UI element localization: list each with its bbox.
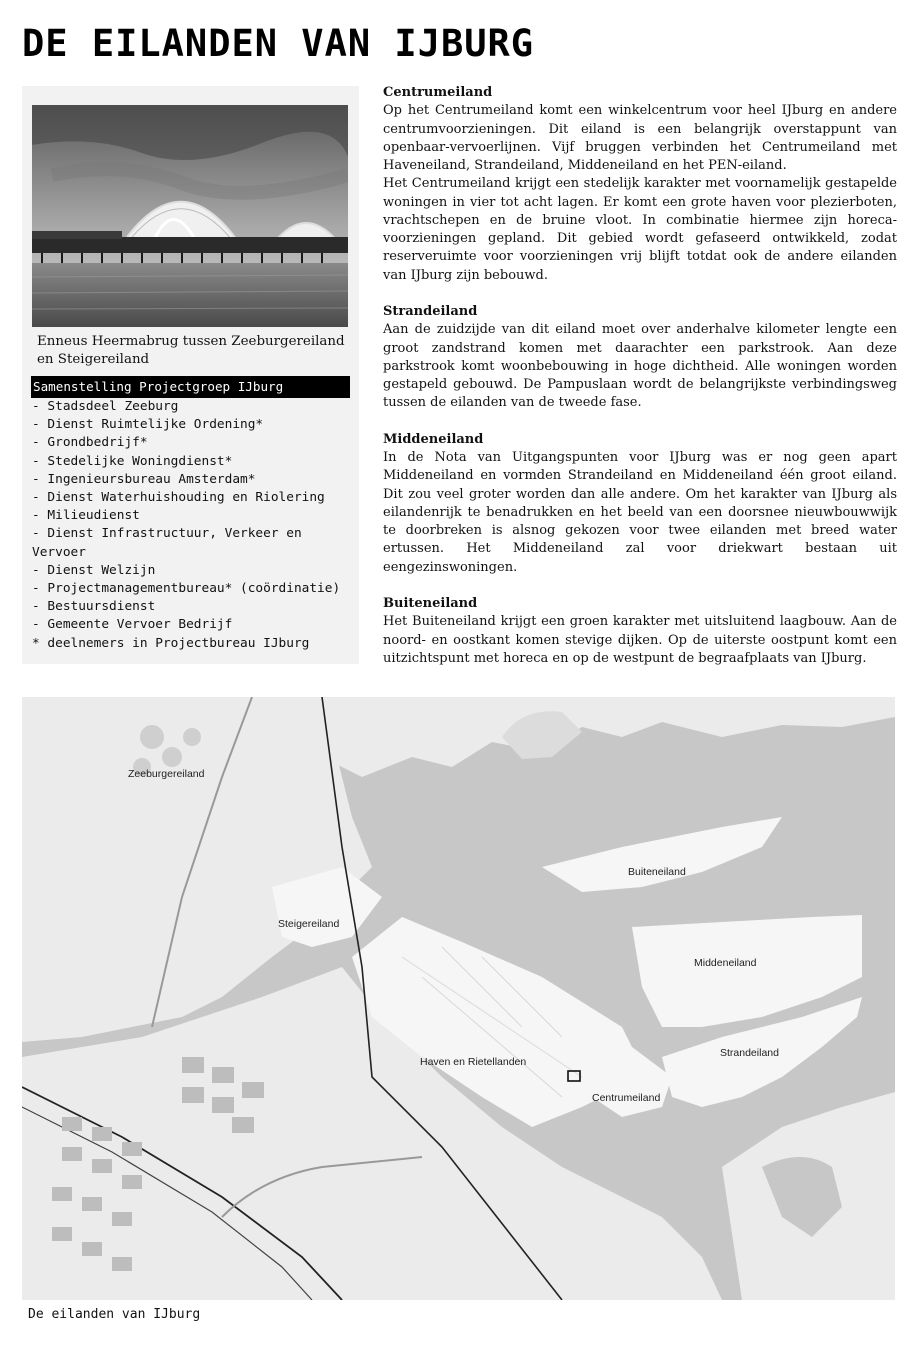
- section-strandeiland: [383, 303, 897, 413]
- list-item: - Ingenieursbureau Amsterdam*: [32, 471, 256, 487]
- map-label-centrumeiland: Centrumeiland: [592, 1092, 661, 1104]
- list-item: - Grondbedrijf*: [32, 435, 148, 451]
- ijburg-map: [22, 697, 895, 1300]
- projectgroep-list: [32, 398, 359, 635]
- list-item: - Dienst Waterhuishouding en Riolering: [32, 490, 325, 506]
- section-centrumeiland: [383, 84, 897, 285]
- section-paragraph: Aan de zuidzijde van dit eiland moet over anderhalve kilometer lengte een groot zandstrand komen met daarachter een parkstrook. Aan deze parkstrook komt woonbebouwing in hoge dichtheid. Alle woningen worden gestapeld gebouwd. De Pampuslaan wordt de belangrijkste verbindingsweg tussen de eilanden van de tweede fase.: [383, 322, 897, 411]
- section-paragraph: Op het Centrumeiland komt een winkelcentrum voor heel IJburg en andere centrumvoorzieningen. Dit eiland is een belangrijk overstappunt van openbaar-vervoerlijnen. Vijf bruggen verbinden het Centrumeiland met Haveneiland, Strandeiland, Middeneiland en het PEN-eiland.: [383, 103, 897, 173]
- section-heading: Middeneiland: [383, 431, 484, 447]
- list-item: - Projectmanagementbureau* (coördinatie): [32, 581, 341, 597]
- section-paragraph: Het Centrumeiland krijgt een stedelijk karakter met voornamelijk gestapelde woningen in vier tot acht lagen. Er komt een grote haven voor plezierboten, vrachtschepen en de bruine vloot. In combinatie hiermee zijn horeca-voorzieningen gepland. Dit gebied wordt gefaseerd ontwikkeld, zodat reserveruimte voor voorzieningen vrij blijft totdat ook de andere eilanden van IJburg zijn bebouwd.: [383, 176, 897, 283]
- map-label-zeeburgereiland: Zeeburgereiland: [128, 768, 205, 780]
- map-caption: De eilanden van IJburg: [28, 1307, 201, 1322]
- section-heading: Strandeiland: [383, 304, 478, 319]
- map-label-middeneiland: Middeneiland: [694, 957, 757, 969]
- section-heading: Buiteneiland: [383, 596, 478, 611]
- section-middeneiland: [383, 431, 897, 577]
- list-item: - Bestuursdienst: [32, 599, 156, 615]
- map-label-steigereiland: Steigereiland: [278, 918, 340, 930]
- list-item: - Dienst Infrastructuur, Verkeer en Vervoer: [32, 526, 302, 560]
- list-item: - Stedelijke Woningdienst*: [32, 453, 233, 469]
- map-label-buiteneiland: Buiteneiland: [628, 866, 686, 878]
- sidebar-panel: [22, 86, 359, 664]
- map-label-strandeiland: Strandeiland: [720, 1047, 779, 1059]
- list-item: - Dienst Ruimtelijke Ordening*: [32, 417, 264, 433]
- map-graphic: [22, 697, 895, 1300]
- footnote: * deelnemers in Projectbureau IJburg: [32, 636, 310, 651]
- section-buiteneiland: [383, 595, 897, 668]
- section-paragraph: Het Buiteneiland krijgt een groen karakter met uitsluitend laagbouw. Aan de noord- en oostkant komen stevige dijken. Op de uiterste oostpunt komt een uitzichtspunt met horeca en op de westpunt de begraafplaats van IJburg.: [383, 614, 897, 666]
- section-heading: Centrumeiland: [383, 85, 493, 100]
- list-item: - Gemeente Vervoer Bedrijf: [32, 617, 233, 633]
- map-label-haveneiland: Haven en Rietellanden: [420, 1056, 527, 1068]
- list-item: - Dienst Welzijn: [32, 562, 156, 578]
- bridge-photo: [32, 105, 348, 327]
- projectgroep-heading: Samenstelling Projectgroep IJburg: [31, 376, 350, 398]
- page-title: DE EILANDEN VAN IJBURG: [22, 22, 535, 65]
- section-paragraph: In de Nota van Uitgangspunten voor IJburg was er nog geen apart Middeneiland en vormden Strandeiland en Middeneiland één groot eiland. Dit zou veel groter worden dan alle andere. Om het karakter van IJburg als eilandenrijk te benadrukken en het beeld van een doorsnee nieuwbouwwijk te doorbreken is alsnog gekozen voor twee eilanden met breed water ertussen. Het Middeneiland zal voor driekwart bestaan uit eengezinswoningen.: [383, 450, 897, 575]
- article-body: [383, 84, 897, 686]
- list-item: - Milieudienst: [32, 508, 140, 524]
- photo-caption: Enneus Heermabrug tussen Zeeburgereiland en Steigereiland: [37, 334, 345, 367]
- list-item: - Stadsdeel Zeeburg: [32, 399, 179, 414]
